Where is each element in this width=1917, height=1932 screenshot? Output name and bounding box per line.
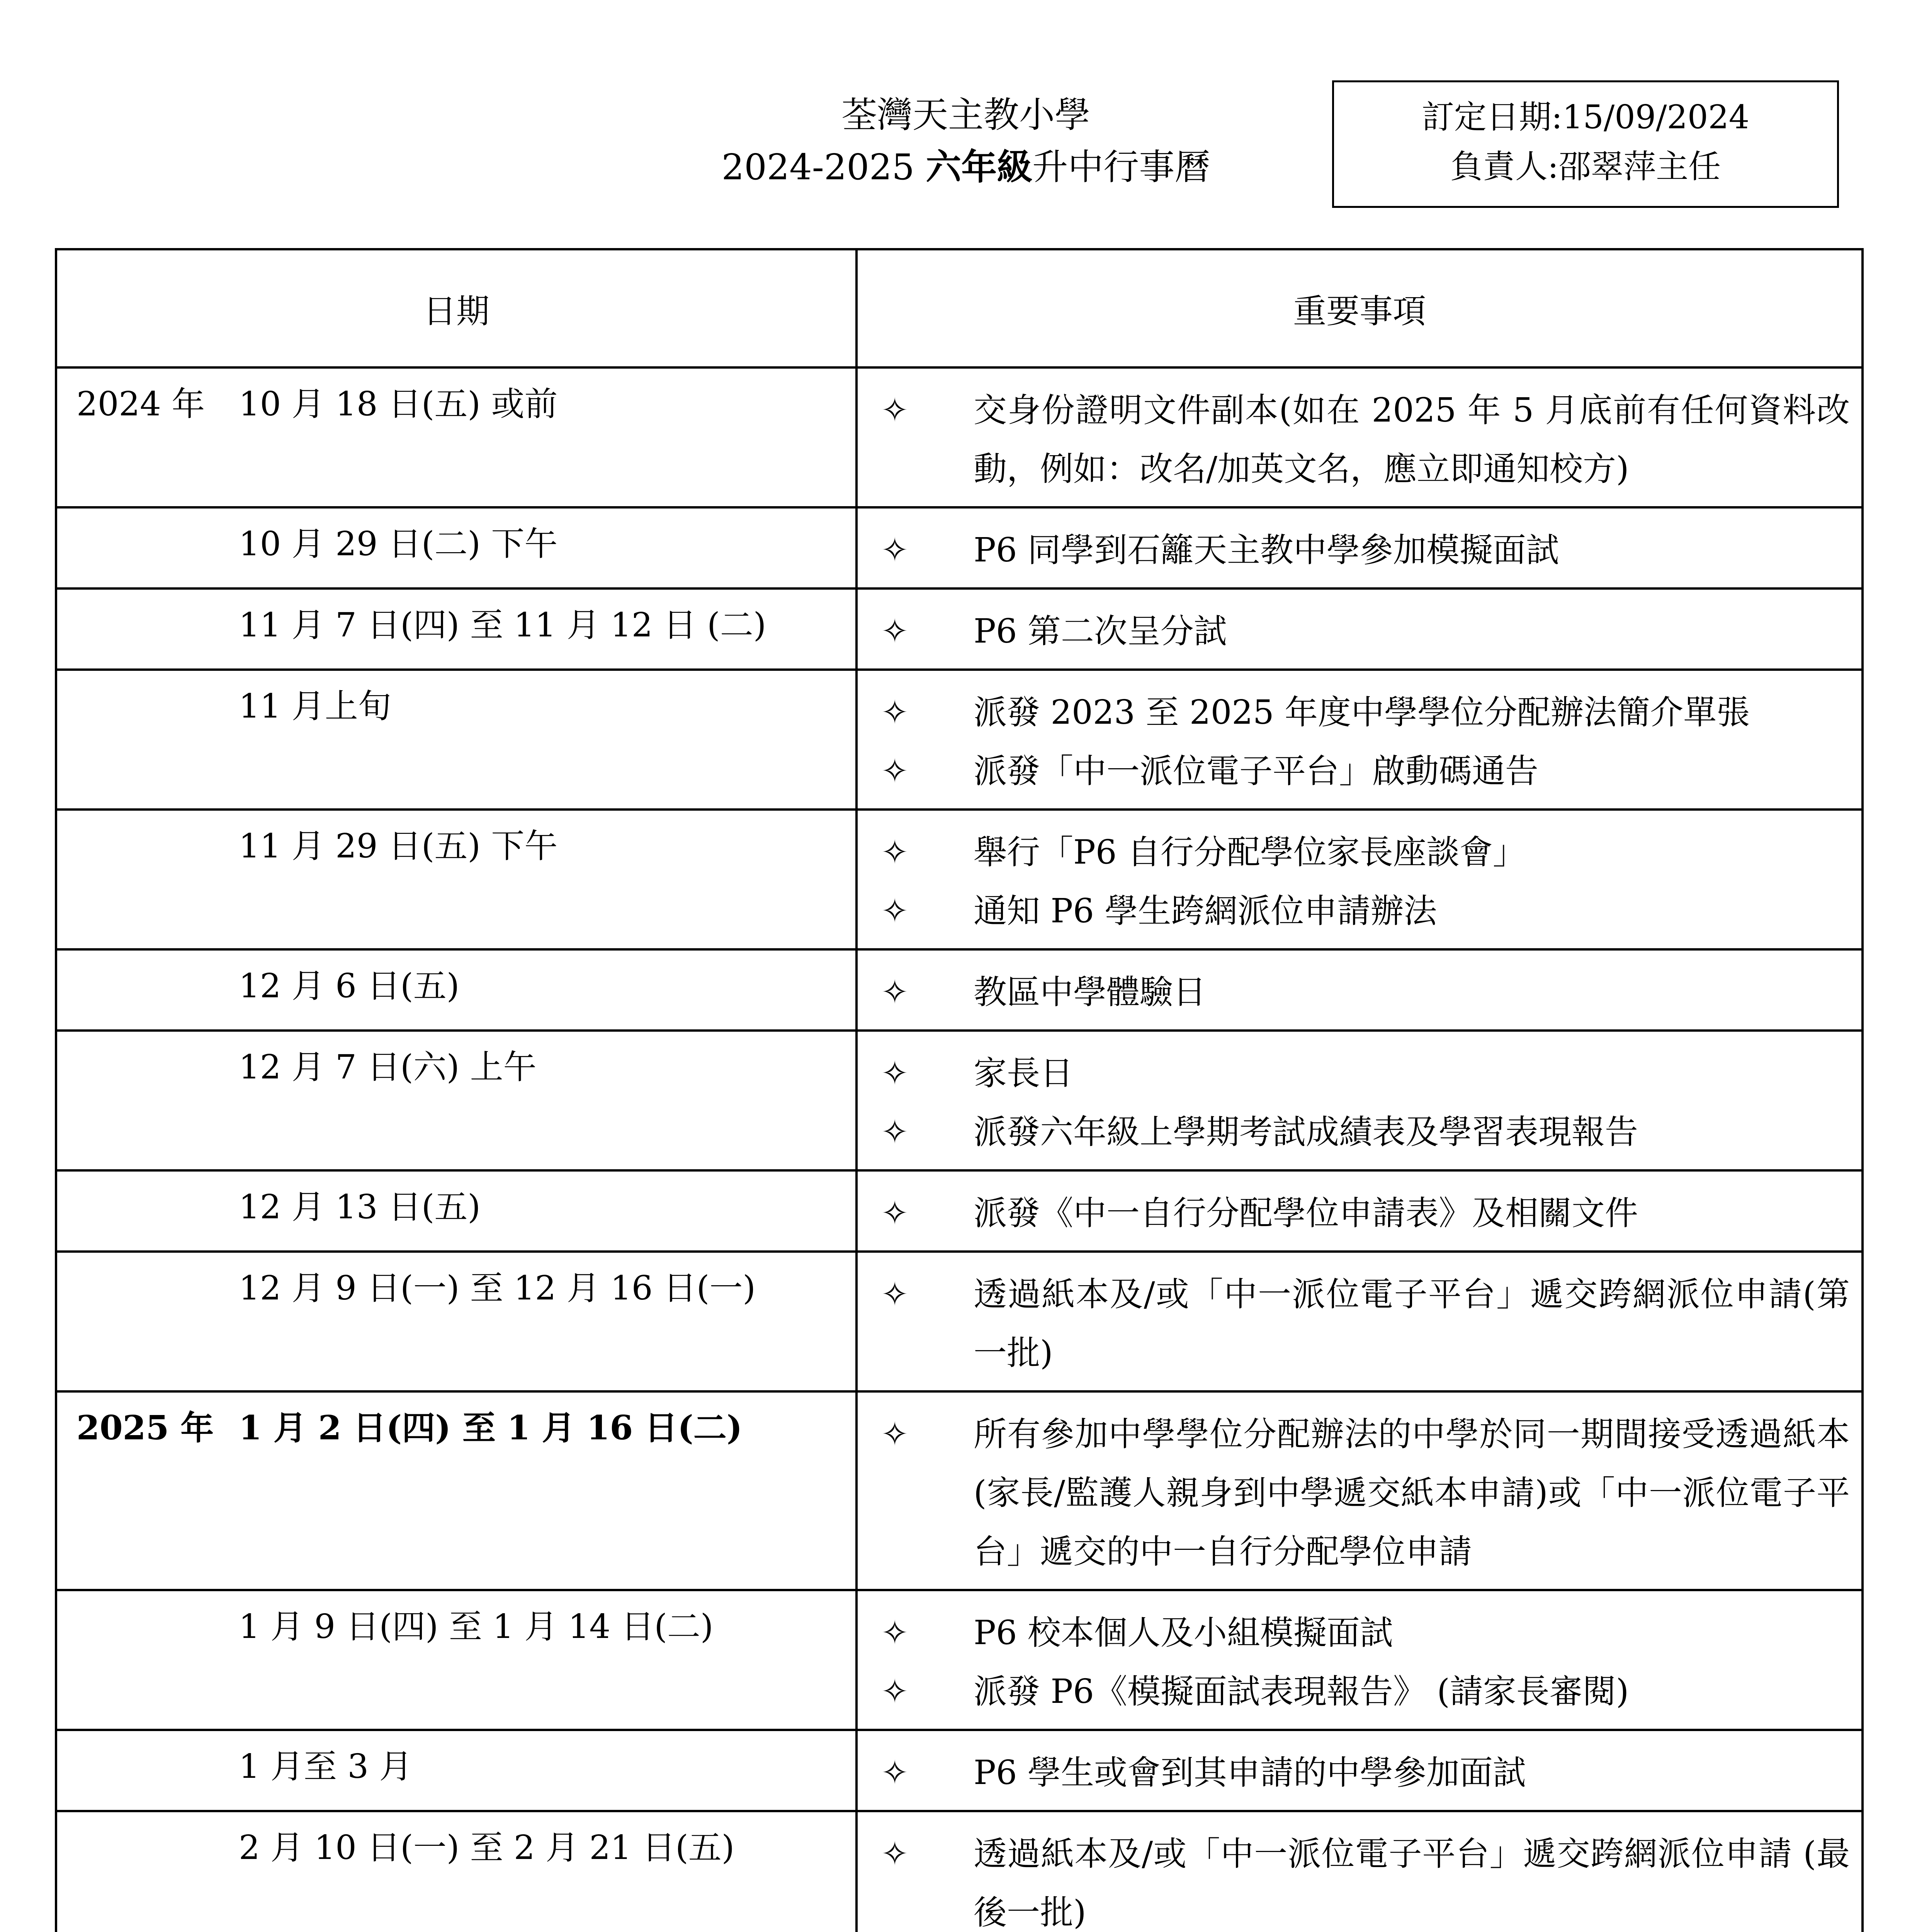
title-line [580, 141, 1352, 193]
table-row [56, 670, 1863, 810]
school-name: 荃灣天主教小學 [841, 94, 1090, 136]
star-bullet-icon: ✧ [881, 892, 909, 930]
items-cell [857, 1170, 1863, 1252]
table-row [56, 507, 1863, 588]
year-label [76, 1044, 239, 1090]
item-text: 所有參加中學學位分配辦法的中學於同一期間接受透過紙本(家長/監護人親身到中學遞交紙本申請)或「中一派位電子平台」遞交的中一自行分配學位申請 [974, 1415, 1850, 1571]
table-row [56, 588, 1863, 670]
date-text: 2 月 10 日(一) 至 2 月 21 日(五) [239, 1828, 735, 1867]
star-bullet-icon: ✧ [881, 391, 909, 430]
date-cell [56, 1031, 857, 1170]
star-bullet-icon: ✧ [881, 612, 909, 651]
list-item [877, 1825, 1850, 1932]
table-row [56, 810, 1863, 949]
year-label [76, 1743, 239, 1790]
star-bullet-icon: ✧ [881, 1415, 909, 1454]
star-bullet-icon: ✧ [881, 693, 909, 732]
list-item [877, 742, 1850, 801]
star-bullet-icon: ✧ [881, 1614, 909, 1652]
year-range: 2024-2025 [721, 146, 915, 188]
date-cell [56, 1252, 857, 1391]
table-row [56, 367, 1863, 507]
items-cell [857, 1730, 1863, 1811]
list-item [877, 1103, 1850, 1162]
info-box [1332, 80, 1839, 208]
list-item [877, 963, 1850, 1022]
date-text: 12 月 13 日(五) [239, 1188, 481, 1226]
table-row [56, 1031, 1863, 1170]
date-cell [56, 367, 857, 507]
items-cell [857, 588, 1863, 670]
date-text: 12 月 7 日(六) 上午 [239, 1048, 537, 1087]
year-label [76, 1825, 239, 1871]
star-bullet-icon: ✧ [881, 833, 909, 872]
date-text: 10 月 29 日(二) 下午 [239, 525, 558, 563]
col-header-items: 重要事項 [857, 249, 1863, 367]
list-item [877, 521, 1850, 580]
item-text: 舉行「P6 自行分配學位家長座談會」 [974, 833, 1526, 872]
star-bullet-icon: ✧ [881, 752, 909, 791]
item-text: 派發《中一自行分配學位申請表》及相關文件 [974, 1194, 1638, 1233]
item-text: 家長日 [974, 1054, 1073, 1093]
date-text: 11 月 29 日(五) 下午 [239, 827, 558, 866]
star-bullet-icon: ✧ [881, 973, 909, 1012]
item-text: 透過紙本及/或「中一派位電子平台」遞交跨網派位申請(第一批) [974, 1275, 1850, 1372]
date-cell [56, 507, 857, 588]
date-cell [56, 588, 857, 670]
set-date: 訂定日期:15/09/2024 [1421, 98, 1750, 136]
person-in-charge: 負責人:邵翠萍主任 [1450, 148, 1721, 185]
items-cell [857, 367, 1863, 507]
item-text: P6 第二次呈分試 [974, 612, 1227, 651]
item-text: P6 學生或會到其申請的中學參加面試 [974, 1753, 1526, 1792]
list-item [877, 1662, 1850, 1721]
item-text: P6 同學到石籬天主教中學參加模擬面試 [974, 531, 1559, 570]
year-label: 2025 年 [76, 1408, 214, 1447]
list-item [877, 882, 1850, 940]
items-cell [857, 1031, 1863, 1170]
list-item [877, 1184, 1850, 1243]
items-cell [857, 507, 1863, 588]
star-bullet-icon: ✧ [881, 531, 909, 570]
items-cell [857, 1252, 1863, 1391]
list-item [877, 1265, 1850, 1383]
star-bullet-icon: ✧ [881, 1672, 909, 1711]
col-header-date: 日期 [56, 249, 857, 367]
date-cell [56, 949, 857, 1031]
year-label [76, 963, 239, 1009]
table-row [56, 1730, 1863, 1811]
date-cell [56, 1590, 857, 1730]
date-cell [56, 1730, 857, 1811]
star-bullet-icon: ✧ [881, 1835, 909, 1873]
items-cell [857, 949, 1863, 1031]
year-label [76, 1265, 239, 1311]
date-cell [56, 1811, 857, 1932]
grade: 六年級 [926, 146, 1033, 188]
title-suffix: 升中行事曆 [1032, 146, 1210, 188]
star-bullet-icon: ✧ [881, 1275, 909, 1314]
item-text: 透過紙本及/或「中一派位電子平台」遞交跨網派位申請 (最後一批) [974, 1835, 1850, 1932]
date-text: 10 月 18 日(五) 或前 [239, 385, 558, 423]
table-header-row [56, 249, 1863, 367]
item-text: 交身份證明文件副本(如在 2025 年 5 月底前有任何資料改動，例如：改名/加英文名，應立即通知校方) [974, 391, 1850, 488]
table-row [56, 949, 1863, 1031]
item-text: 教區中學體驗日 [974, 973, 1206, 1012]
year-label [76, 683, 239, 730]
item-text: 派發 2023 至 2025 年度中學學位分配辦法簡介單張 [974, 693, 1750, 732]
star-bullet-icon: ✧ [881, 1054, 909, 1093]
list-item [877, 602, 1850, 661]
year-label [76, 1604, 239, 1650]
items-cell [857, 1590, 1863, 1730]
star-bullet-icon: ✧ [881, 1113, 909, 1151]
year-label: 2024 年 [76, 385, 205, 423]
list-item [877, 1405, 1850, 1581]
date-text: 1 月 9 日(四) 至 1 月 14 日(二) [239, 1607, 714, 1646]
date-text: 12 月 9 日(一) 至 12 月 16 日(一) [239, 1269, 756, 1308]
star-bullet-icon: ✧ [881, 1194, 909, 1233]
list-item [877, 1743, 1850, 1802]
table-row [56, 1170, 1863, 1252]
item-text: 派發 P6《模擬面試表現報告》 (請家長審閱) [974, 1672, 1629, 1711]
year-label [76, 1184, 239, 1230]
items-cell [857, 810, 1863, 949]
item-text: P6 校本個人及小組模擬面試 [974, 1614, 1393, 1652]
date-text: 12 月 6 日(五) [239, 967, 460, 1005]
item-text: 派發「中一派位電子平台」啟動碼通告 [974, 752, 1538, 791]
item-text: 通知 P6 學生跨網派位申請辦法 [974, 892, 1437, 930]
items-cell [857, 1811, 1863, 1932]
year-label [76, 823, 239, 869]
list-item [877, 381, 1850, 498]
star-bullet-icon: ✧ [881, 1753, 909, 1792]
table-body [56, 367, 1863, 1932]
list-item [877, 683, 1850, 742]
table-row [56, 1391, 1863, 1590]
list-item [877, 1604, 1850, 1662]
document-title [580, 89, 1352, 193]
table-row [56, 1590, 1863, 1730]
year-label [76, 602, 239, 648]
table-row [56, 1811, 1863, 1932]
date-text: 11 月 7 日(四) 至 11 月 12 日 (二) [239, 606, 766, 645]
schedule-table [55, 248, 1864, 1932]
items-cell [857, 670, 1863, 810]
items-cell [857, 1391, 1863, 1590]
table-row [56, 1252, 1863, 1391]
date-cell [56, 1170, 857, 1252]
year-label [76, 521, 239, 567]
date-text: 1 月至 3 月 [239, 1747, 413, 1786]
date-cell [56, 810, 857, 949]
list-item [877, 1044, 1850, 1103]
date-text: 11 月上旬 [239, 687, 391, 726]
list-item [877, 823, 1850, 882]
date-cell [56, 670, 857, 810]
item-text: 派發六年級上學期考試成績表及學習表現報告 [974, 1113, 1638, 1151]
date-text: 1 月 2 日(四) 至 1 月 16 日(二) [239, 1408, 743, 1447]
date-cell [56, 1391, 857, 1590]
